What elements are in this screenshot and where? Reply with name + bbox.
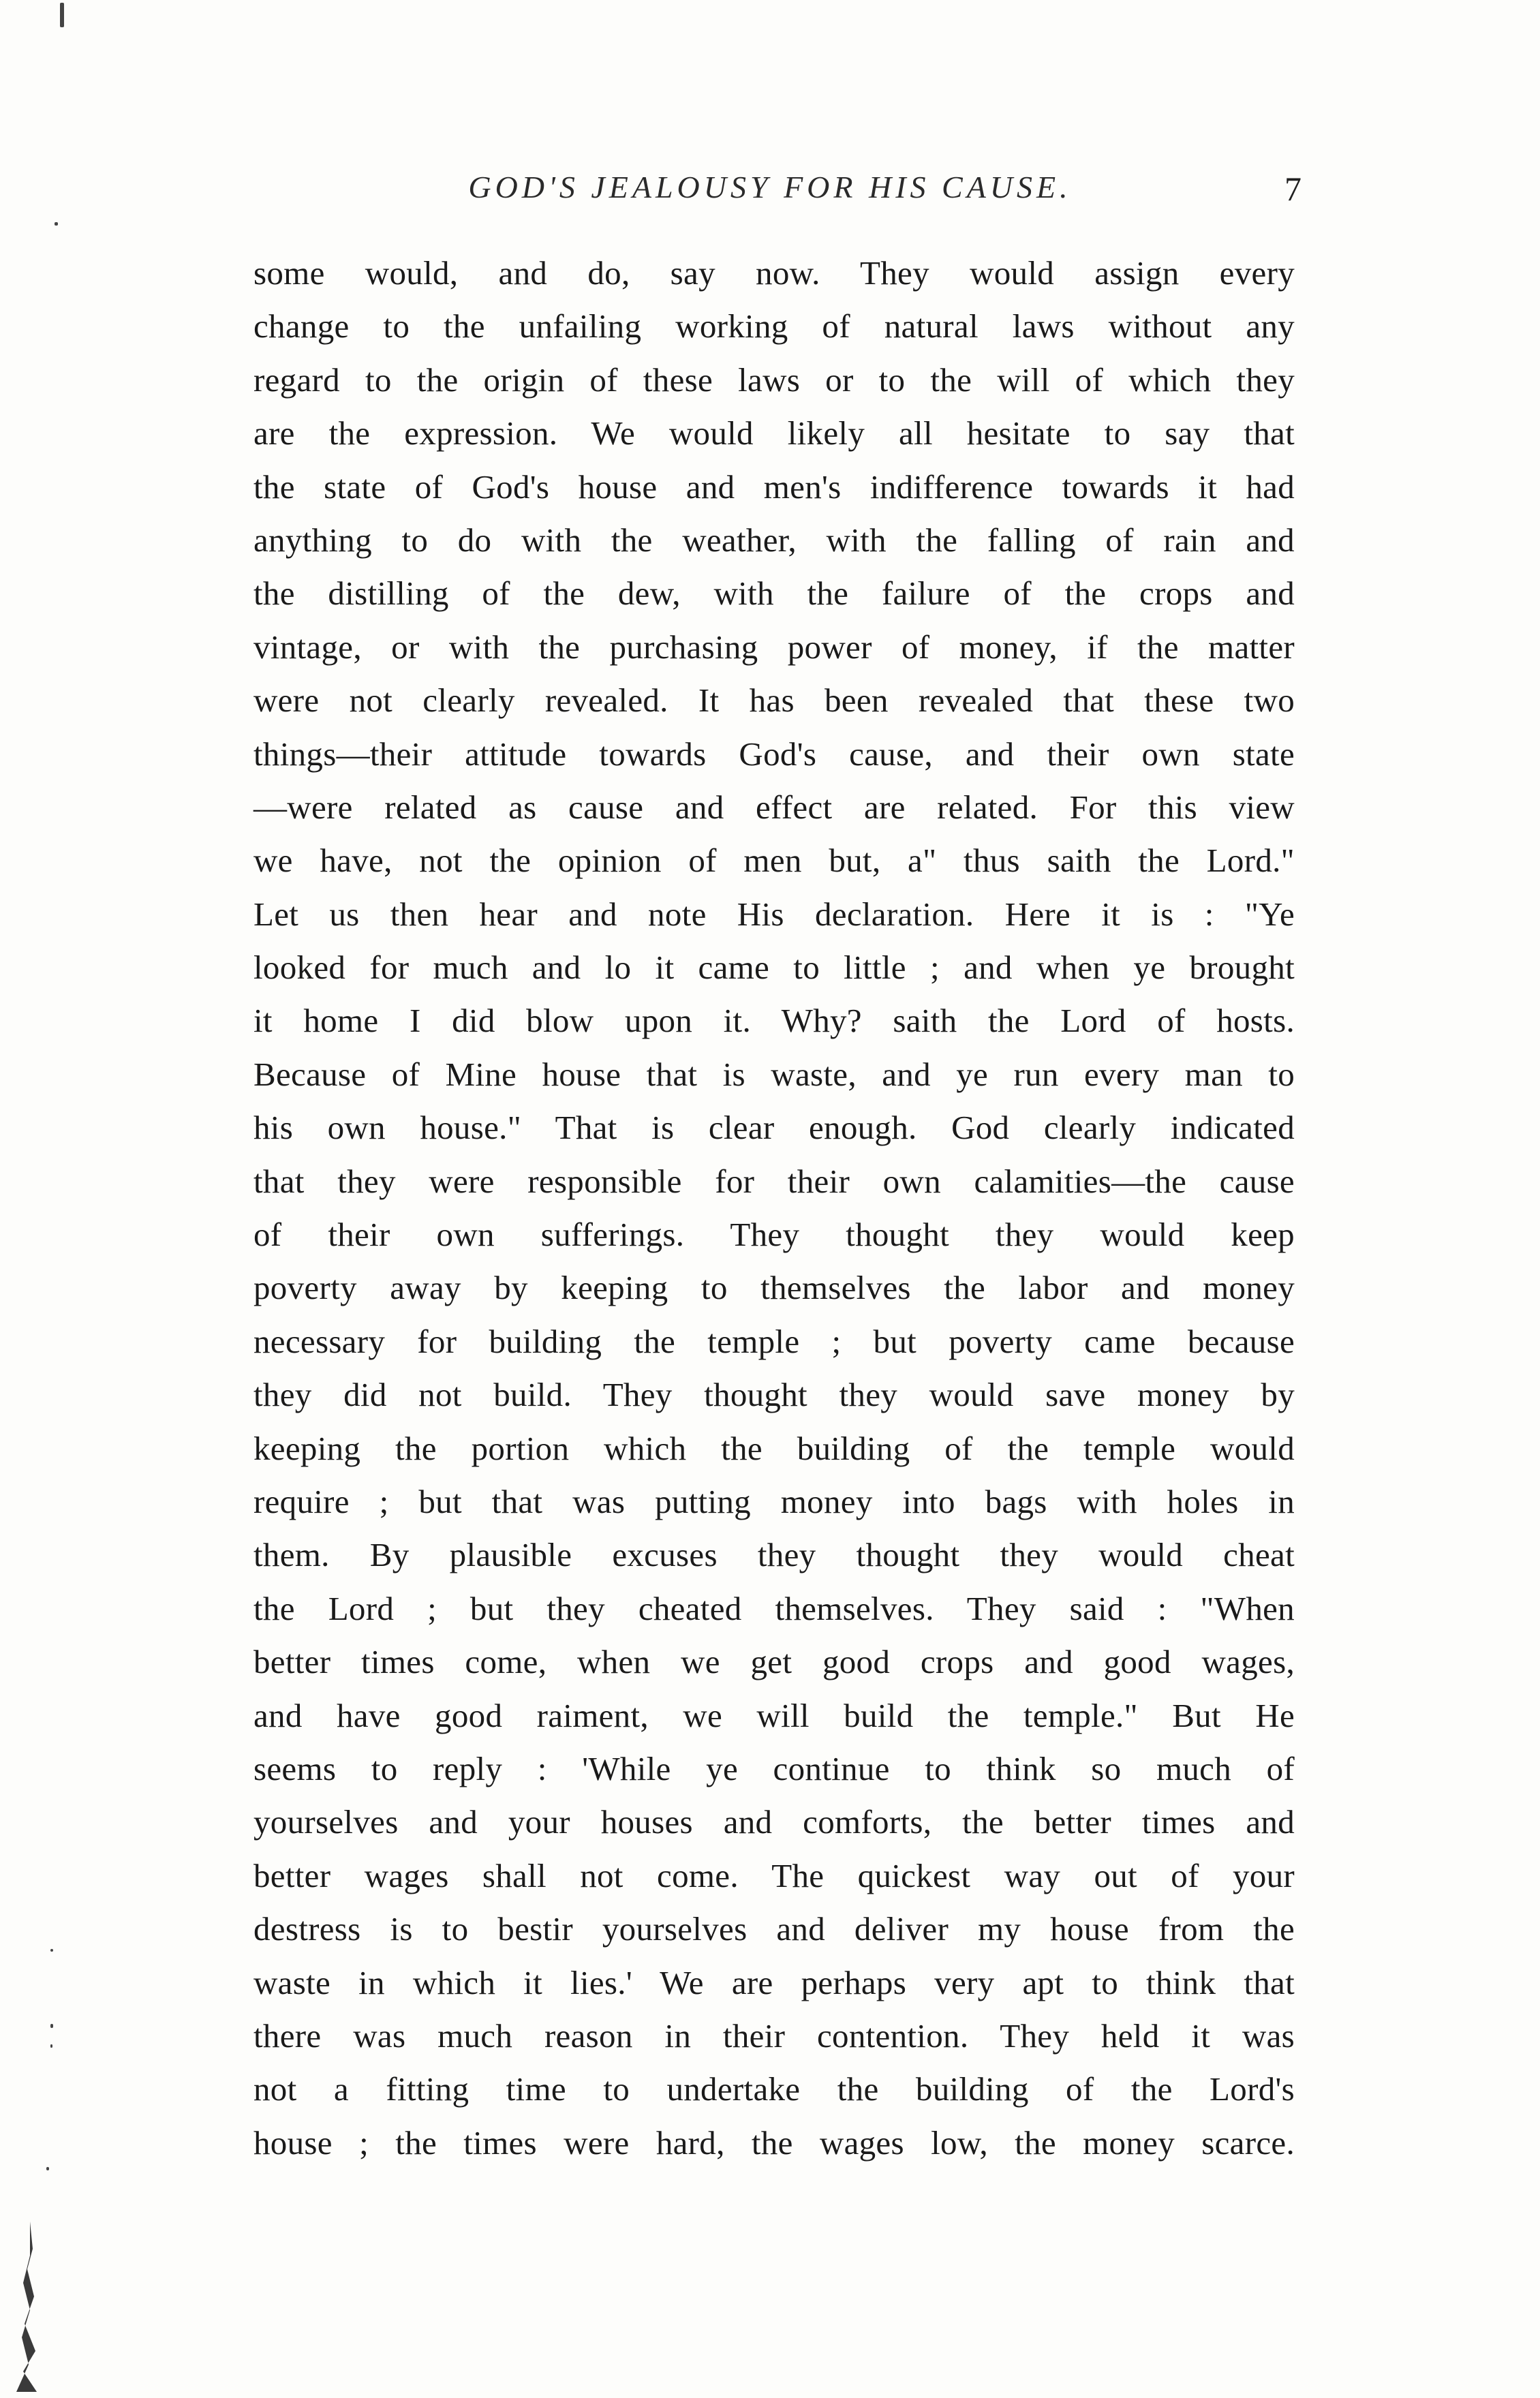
text-line: poverty away by keeping to themselves the labor and money	[253, 1269, 1295, 1307]
text-line: some would, and do, say now. They would assign every	[253, 254, 1295, 292]
text-line: seems to reply : 'While ye continue to think so much of	[253, 1749, 1295, 1787]
text-line: Let us then hear and note His declaration. Here it is : "Ye	[253, 895, 1295, 933]
text-line: require ; but that was putting money into bags with holes in	[253, 1482, 1295, 1520]
text-line: that they were responsible for their own calamities—the cause	[253, 1162, 1295, 1200]
text-line: destress is to bestir yourselves and deliver my house from the	[253, 1910, 1295, 1948]
text-line: keeping the portion which the building of the temple would	[253, 1429, 1295, 1467]
running-title: GOD'S JEALOUSY FOR HIS CAUSE.	[468, 170, 1072, 204]
running-head	[252, 169, 1302, 217]
margin-speck	[46, 2167, 49, 2170]
text-line: change to the unfailing working of natural laws without any	[253, 307, 1295, 345]
text-line: and have good raiment, we will build the temple." But He	[253, 1696, 1295, 1734]
text-line: them. By plausible excuses they thought they would cheat	[253, 1536, 1295, 1574]
text-line: his own house." That is clear enough. God clearly indicated	[253, 1109, 1295, 1147]
text-line: there was much reason in their contention. They held it was	[253, 2016, 1295, 2055]
text-line: vintage, or with the purchasing power of money, if the matter	[253, 628, 1295, 666]
text-line: are the expression. We would likely all hesitate to say that	[253, 414, 1295, 452]
body-text	[253, 247, 1295, 2170]
text-line: looked for much and lo it came to little ; and when ye brought	[253, 949, 1295, 987]
text-line: they did not build. They thought they would save money by	[253, 1376, 1295, 1414]
margin-speck	[55, 222, 58, 226]
text-line: anything to do with the weather, with the falling of rain and	[253, 521, 1295, 559]
page-number: 7	[1284, 170, 1302, 208]
text-line: —were related as cause and effect are related. For this view	[253, 788, 1295, 826]
text-line: better times come, when we get good crops and good wages,	[253, 1643, 1295, 1681]
margin-speck	[60, 3, 64, 27]
margin-speck	[50, 1949, 53, 1952]
text-line: yourselves and your houses and comforts, the better times and	[253, 1803, 1295, 1841]
margin-speck	[50, 2044, 52, 2048]
left-margin-specks	[0, 0, 82, 2398]
text-line: we have, not the opinion of men but, a" thus saith the Lord."	[253, 842, 1295, 880]
text-line: Because of Mine house that is waste, and ye run every man to	[253, 1055, 1295, 1093]
text-line: it home I did blow upon it. Why? saith the Lord of hosts.	[253, 1002, 1295, 1040]
text-line: regard to the origin of these laws or to the will of which they	[253, 360, 1295, 399]
text-line: not a fitting time to undertake the building of the Lord's	[253, 2070, 1295, 2108]
text-line: the Lord ; but they cheated themselves. They said : "When	[253, 1589, 1295, 1627]
text-line: the state of God's house and men's indifference towards it had	[253, 467, 1295, 506]
text-line: the distilling of the dew, with the failure of the crops and	[253, 574, 1295, 613]
text-line: of their own sufferings. They thought they would keep	[253, 1216, 1295, 1254]
text-line: waste in which it lies.' We are perhaps very apt to think that	[253, 1963, 1295, 2001]
binding-edge-mark	[10, 2222, 50, 2392]
text-line: were not clearly revealed. It has been revealed that these two	[253, 681, 1295, 720]
text-line: necessary for building the temple ; but poverty came because	[253, 1322, 1295, 1360]
text-line: things—their attitude towards God's cause, and their own state	[253, 735, 1295, 773]
margin-speck	[50, 2024, 53, 2028]
text-line: better wages shall not come. The quickest way out of your	[253, 1856, 1295, 1894]
text-line: house ; the times were hard, the wages low, the money scarce.	[253, 2123, 1295, 2162]
